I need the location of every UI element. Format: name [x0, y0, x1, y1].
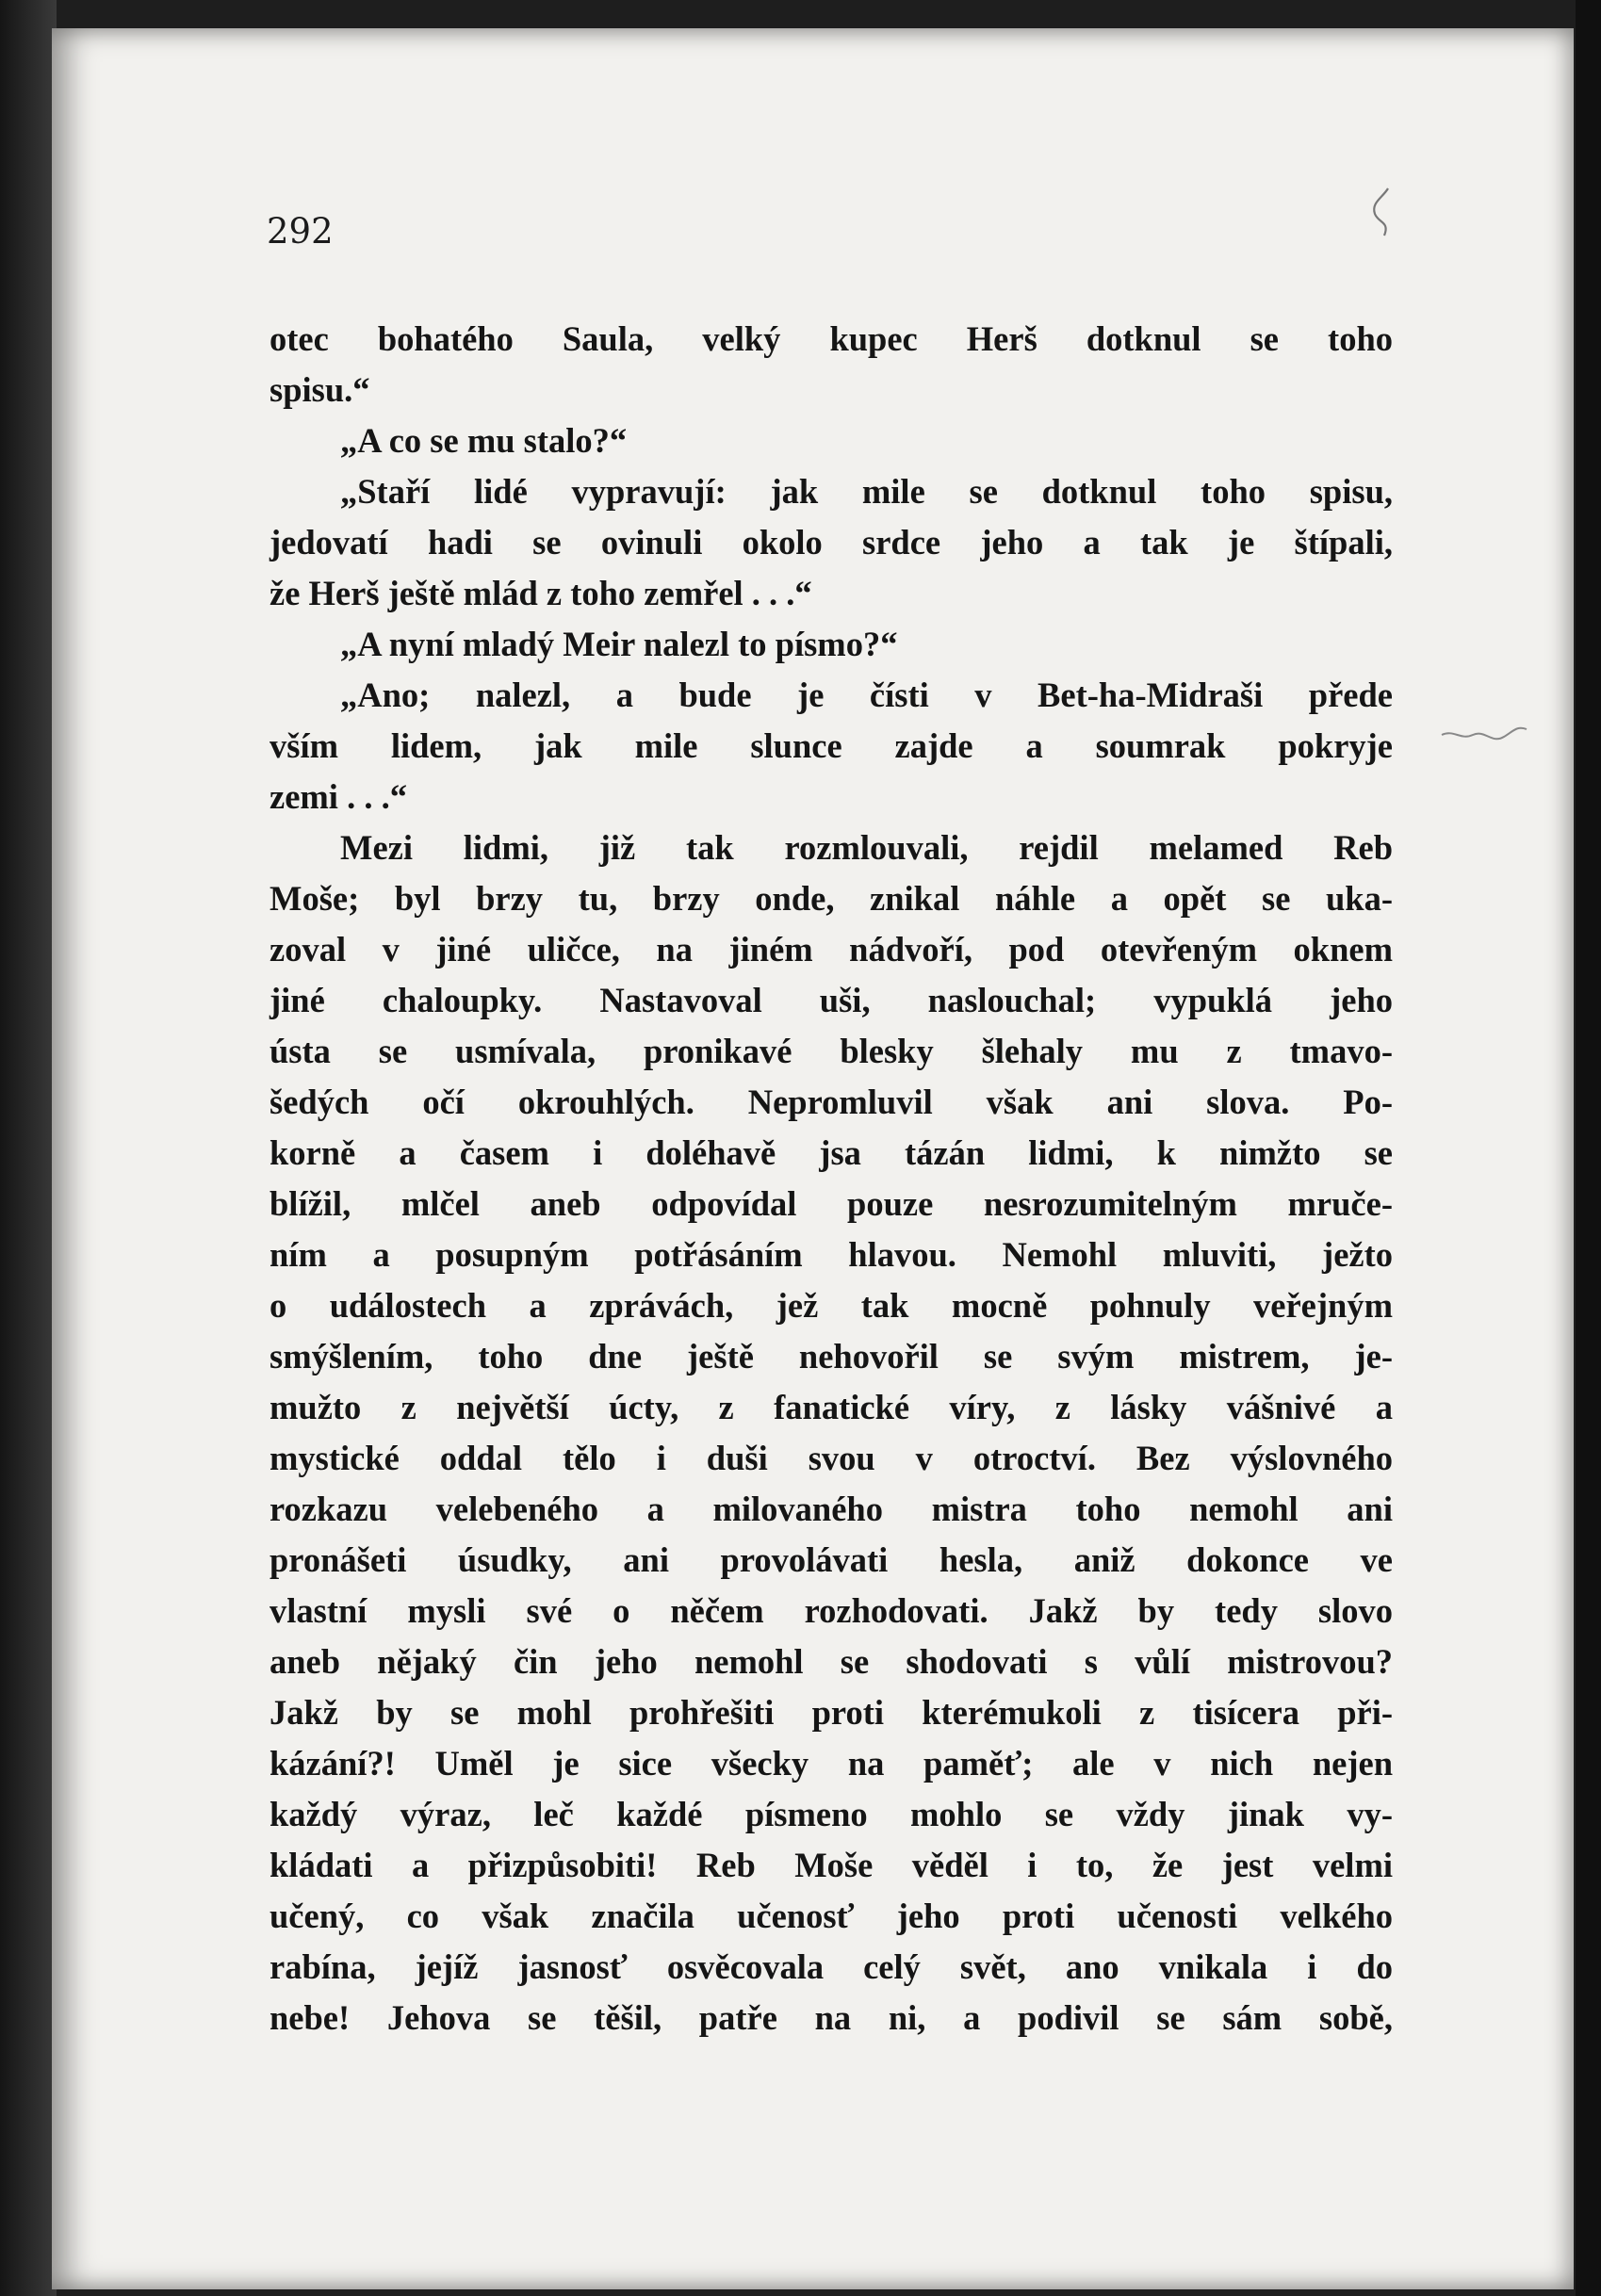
- text-line: aneb nějaký čin jeho nemohl se shodovati s vůlí mistrovou?: [270, 1642, 1393, 1681]
- text-line: ústa se usmívala, pronikavé blesky šlehaly mu z tmavo-: [270, 1032, 1393, 1070]
- text-line: nebe! Jehova se těšil, patře na ni, a podivil se sám sobě,: [270, 1998, 1393, 2037]
- text-line: otec bohatého Saula, velký kupec Herš dotknul se toho: [270, 319, 1393, 358]
- text-line: o událostech a zprávách, jež tak mocně pohnuly veřejným: [270, 1286, 1393, 1325]
- text-line: kázání?! Uměl je sice všecky na paměť; ale v nich nejen: [270, 1744, 1393, 1783]
- text-line: kládati a přizpůsobiti! Reb Moše věděl i to, že jest velmi: [270, 1846, 1393, 1884]
- text-line: každý výraz, leč každé písmeno mohlo se vždy jinak vy-: [270, 1795, 1393, 1833]
- text-line: „A co se mu stalo?“: [340, 421, 628, 460]
- scan-border-right: [1576, 0, 1601, 2296]
- text-line: vším lidem, jak mile slunce zajde a soumrak pokryje: [270, 726, 1393, 765]
- text-line: spisu.“: [270, 370, 370, 409]
- pencil-annotation-mark: [1362, 184, 1399, 250]
- text-line: ním a posupným potřásáním hlavou. Nemohl mluviti, ježto: [270, 1235, 1393, 1274]
- text-line: rabína, jejíž jasnosť osvěcovala celý svět, ano vnikala i do: [270, 1947, 1393, 1986]
- scan-border-left: [0, 0, 57, 2296]
- text-line: smýšlením, toho dne ještě nehovořil se svým mistrem, je-: [270, 1337, 1393, 1376]
- text-line: Moše; byl brzy tu, brzy onde, znikal náhle a opět se uka-: [270, 879, 1393, 918]
- text-line: zemi . . .“: [270, 777, 407, 816]
- text-line: že Herš ještě mlád z toho zemřel . . .“: [270, 574, 812, 612]
- text-line: zoval v jiné uličce, na jiném nádvoří, pod otevřeným oknem: [270, 930, 1393, 969]
- text-line: šedých očí okrouhlých. Nepromluvil však ani slova. Po-: [270, 1083, 1393, 1121]
- text-line: mystické oddal tělo i duši svou v otroctví. Bez výslovného: [270, 1439, 1393, 1477]
- page-number: 292: [267, 211, 334, 252]
- text-line: Mezi lidmi, již tak rozmlouvali, rejdil melamed Reb: [340, 828, 1393, 867]
- text-line: jedovatí hadi se ovinuli okolo srdce jeho a tak je štípali,: [270, 523, 1393, 562]
- pencil-annotation-squiggle: [1440, 716, 1529, 754]
- text-line: „Ano; nalezl, a bude je čísti v Bet-ha-Midraši přede: [340, 676, 1393, 714]
- text-line: pronášeti úsudky, ani provolávati hesla, aniž dokonce ve: [270, 1540, 1393, 1579]
- text-line: jiné chaloupky. Nastavoval uši, naslouchal; vypuklá jeho: [270, 981, 1393, 1019]
- text-line: „Staří lidé vypravují: jak mile se dotknul toho spisu,: [340, 472, 1393, 511]
- text-line: Jakž by se mohl prohřešiti proti kterémukoli z tisícera při-: [270, 1693, 1393, 1732]
- text-line: blížil, mlčel aneb odpovídal pouze nesrozumitelným mruče-: [270, 1184, 1393, 1223]
- text-line: rozkazu velebeného a milovaného mistra toho nemohl ani: [270, 1490, 1393, 1528]
- page-body-text: [270, 314, 1393, 2044]
- text-line: učený, co však značila učenosť jeho proti učenosti velkého: [270, 1897, 1393, 1935]
- text-line: korně a časem i doléhavě jsa tázán lidmi, k nimžto se: [270, 1133, 1393, 1172]
- text-line: vlastní mysli své o něčem rozhodovati. Jakž by tedy slovo: [270, 1591, 1393, 1630]
- text-line: mužto z největší úcty, z fanatické víry, z lásky vášnivé a: [270, 1388, 1393, 1426]
- text-line: „A nyní mladý Meir nalezl to písmo?“: [340, 625, 898, 663]
